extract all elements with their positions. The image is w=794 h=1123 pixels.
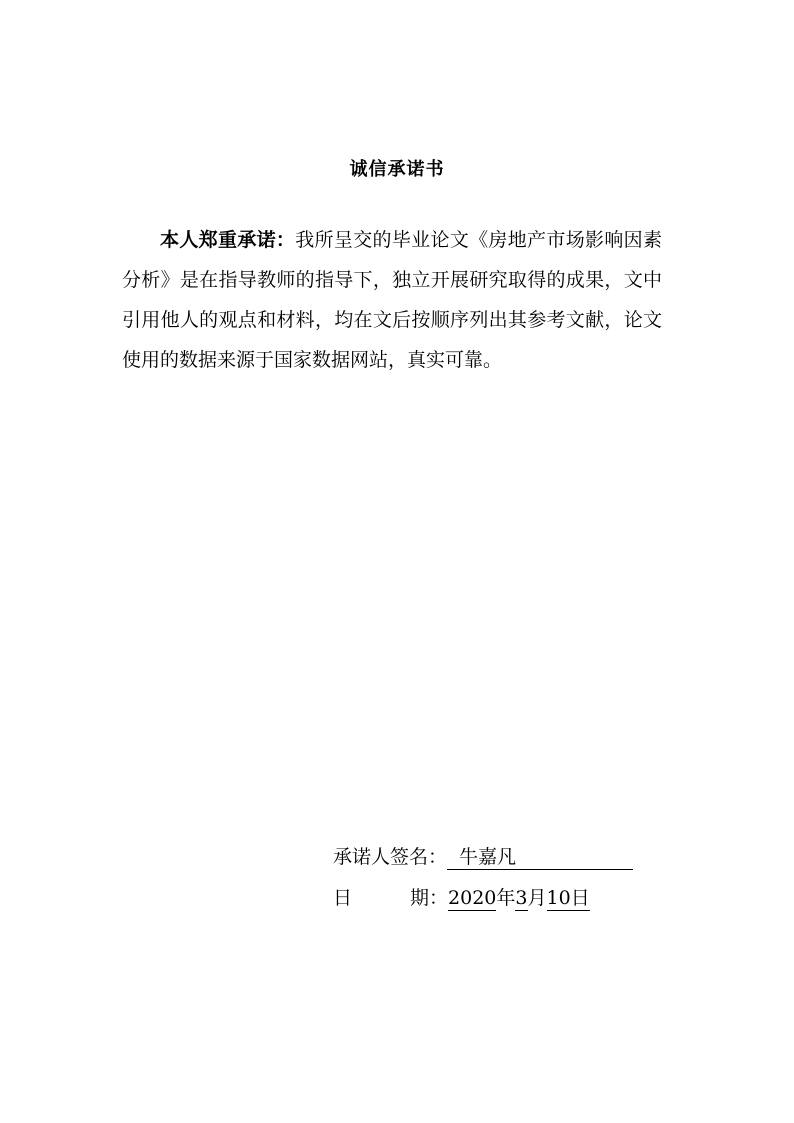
statement-lead: 本人郑重承诺： [160, 229, 296, 251]
statement-paragraph [122, 220, 662, 380]
date-day: 10 [546, 887, 571, 909]
statement-body: 我所呈交的毕业论文《房地产市场影响因素分析》是在指导教师的指导下，独立开展研究取得的成果，文中引用他人的观点和材料，均在文后按顺序列出其参考文献，论文使用的数据来源于国家数据网站，真实可靠。 [122, 229, 662, 371]
date-day-unit: 日 [570, 887, 590, 909]
signature-name: 牛嘉凡 [447, 845, 633, 870]
date-year: 2020 [448, 887, 497, 909]
date-label-qi: 期： [410, 887, 449, 909]
date-year-unit: 年 [496, 887, 516, 909]
signature-label: 承诺人签名： [333, 846, 448, 868]
page-title: 诚信承诺书 [349, 159, 445, 180]
date-label-ri: 日 [333, 887, 353, 909]
date-line [333, 883, 590, 913]
date-month: 3 [515, 887, 528, 909]
signature-line [333, 842, 633, 872]
date-month-unit: 月 [527, 887, 547, 909]
